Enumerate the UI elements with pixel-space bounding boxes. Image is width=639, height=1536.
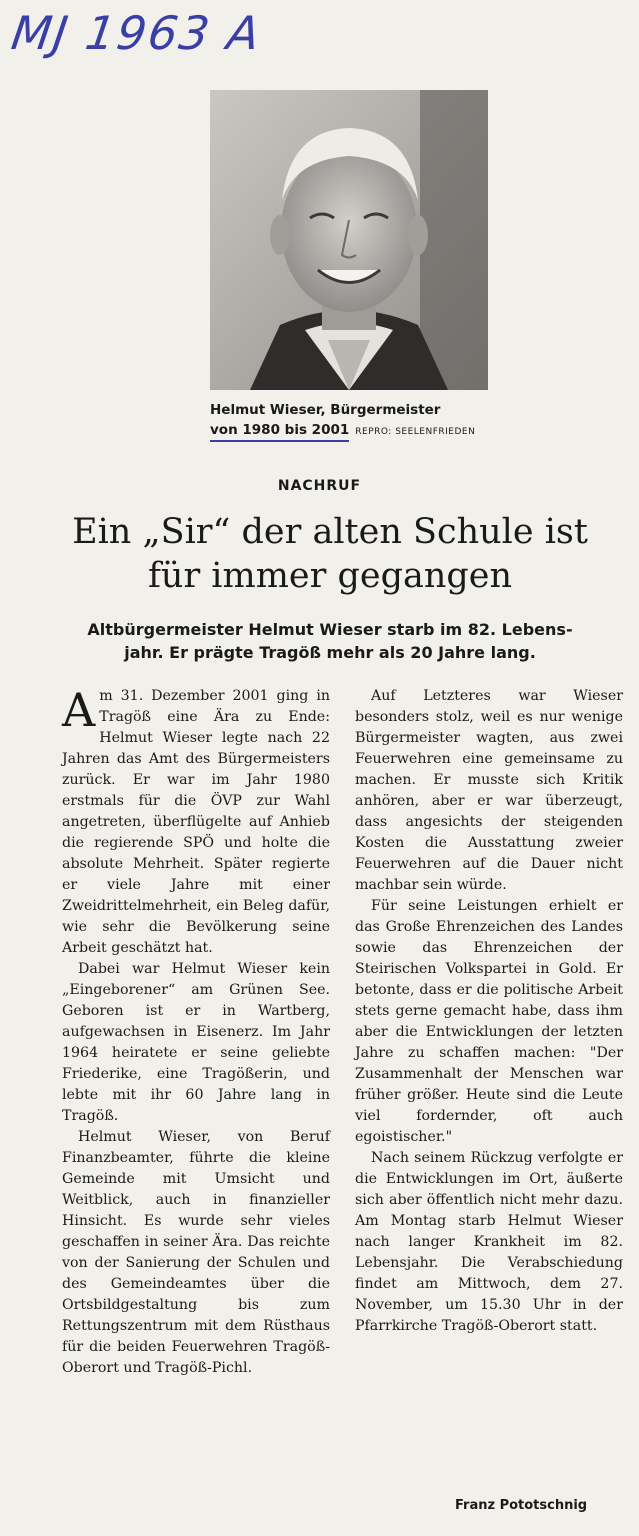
article-column-left (62, 683, 330, 1379)
headline-line1: Ein „Sir“ der alten Schule ist (72, 512, 588, 552)
article-paragraph: Auf Letzteres war Wieser besonders stolz, weil es nur wenige Bürgermeister wagten, aus zwei Feuerwehren eine gemeinsame zu machen. Er musste sich Kritik anhören, aber er war überzeugt, dass angesichts der steigenden Kosten die Ausstattung zweier Feuerwehren auf die Dauer nicht machbar sein würde. (355, 688, 623, 893)
portrait-photo (210, 90, 488, 390)
subheadline (60, 618, 600, 664)
kicker-label: NACHRUF (277, 478, 362, 494)
article-paragraph: Für seine Leistungen erhielt er das Große Ehrenzeichen des Landes sowie das Ehrenzeichen der Steirischen Volkspartei in Gold. Er betonte, dass er die politische Arbeit stets gerne gemacht habe, dass ihm aber die Entwicklungen der letzten Jahre zu schaffen machen: "Der Zusammenhalt der Menschen war früher größer. Heute sind die Leute viel fordernder, oft auch egoistischer." (355, 898, 623, 1145)
caption-line2: von 1980 bis 2001 (210, 420, 349, 442)
article-paragraph: Dabei war Helmut Wieser kein „Eingeborener“ am Grünen See. Geboren ist er in Wartberg, aufgewachsen in Eisenerz. Im Jahr 1964 heiratete er seine geliebte Friederike, eine Tragößerin, und lebte mit ihr 60 Jahre lang in Tragöß. (62, 961, 330, 1124)
article-paragraph: Am 31. Dezember 2001 ging in Tragöß eine Ära zu Ende: Helmut Wieser legte nach 22 Jahren das Amt des Bürgermeisters zurück. Er war im Jahr 1980 erstmals für die ÖVP zur Wahl angetreten, überflügelte auf Anhieb die regierende SPÖ und holte die absolute Mehrheit. Später regierte er viele Jahre mit einer Zweidrittelmehrheit, ein Beleg dafür, wie sehr die Bevölkerung seine Arbeit geschätzt hat. (62, 683, 330, 956)
caption-line1: Helmut Wieser, Bürgermeister (210, 402, 441, 418)
article-column-right (355, 686, 623, 1337)
photo-credit: REPRO: SEELENFRIEDEN (355, 427, 476, 437)
drop-cap: A (62, 683, 96, 737)
subhead-line1: Altbürgermeister Helmut Wieser starb im 82. Lebens- (87, 620, 573, 639)
photo-caption (210, 400, 520, 442)
author-byline: Franz Pototschnig (455, 1498, 588, 1513)
article-paragraph: Helmut Wieser, von Beruf Finanzbeamter, führte die kleine Gemeinde mit Umsicht und Weitblick, auch in finanzieller Hinsicht. Es wurde sehr vieles geschaffen in seiner Ära. Das reichte von der Sanierung der Schulen und des Gemeindeamtes über die Ortsbildgestaltung bis zum Rettungszentrum mit dem Rüsthaus für die beiden Feuerwehren Tragöß-Oberort und Tragöß-Pichl. (62, 1129, 330, 1376)
headline-line2: für immer gegangen (147, 556, 513, 596)
headline (60, 510, 600, 598)
handwritten-archive-mark: MJ 1963 A (8, 6, 265, 60)
article-paragraph: Nach seinem Rückzug verfolgte er die Entwicklungen im Ort, äußerte sich aber öffentlich nicht mehr dazu. Am Montag starb Helmut Wieser nach langer Krankheit im 82. Lebensjahr. Die Verabschiedung findet am Mittwoch, dem 27. November, um 15.30 Uhr in der Pfarrkirche Tragöß-Oberort statt. (355, 1150, 623, 1334)
subhead-line2: jahr. Er prägte Tragöß mehr als 20 Jahre lang. (124, 643, 536, 662)
